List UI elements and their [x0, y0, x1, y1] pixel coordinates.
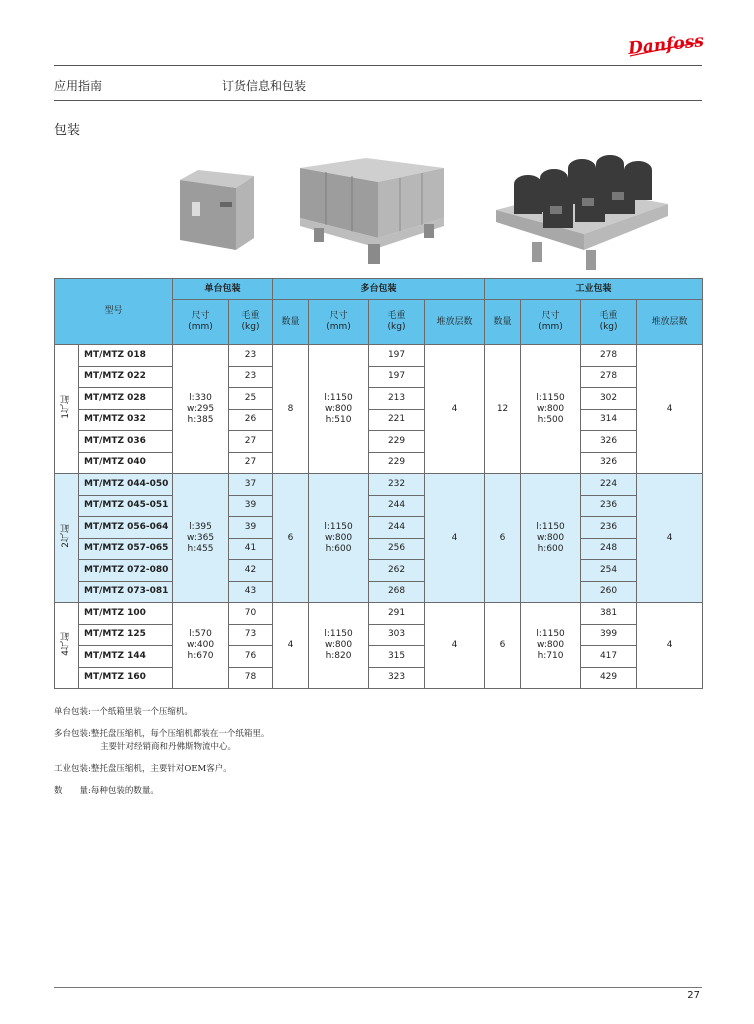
model-cell: MT/MTZ 028	[79, 388, 173, 410]
single-weight-cell: 39	[229, 517, 273, 539]
ind-weight-cell: 326	[581, 431, 637, 453]
model-cell: MT/MTZ 160	[79, 667, 173, 689]
model-cell: MT/MTZ 072-080	[79, 560, 173, 582]
ind-stack-header: 堆放层数	[637, 300, 703, 345]
footnote-line: 数 量:每种包装的数量。	[54, 786, 159, 796]
table-row	[55, 345, 703, 367]
single-size-header: 尺寸 (mm)	[173, 300, 229, 345]
table-row	[55, 538, 703, 560]
table-row	[55, 603, 703, 625]
single-weight-cell: 27	[229, 431, 273, 453]
danfoss-logo	[626, 28, 706, 62]
multi-stack-header: 堆放层数	[425, 300, 485, 345]
table-row	[55, 431, 703, 453]
model-cell: MT/MTZ 022	[79, 366, 173, 388]
ind-stack-cell: 4	[637, 603, 703, 689]
single-weight-cell: 73	[229, 624, 273, 646]
single-weight-cell: 39	[229, 495, 273, 517]
ind-weight-cell: 236	[581, 517, 637, 539]
model-cell: MT/MTZ 056-064	[79, 517, 173, 539]
multi-qty-cell: 6	[273, 474, 309, 603]
footnote-line: 主要针对经销商和丹佛斯物流中心。	[100, 742, 237, 752]
header-rule	[54, 100, 702, 101]
industrial-pack-header: 工业包装	[485, 279, 703, 300]
ind-weight-cell: 429	[581, 667, 637, 689]
multi-stack-cell: 4	[425, 474, 485, 603]
single-weight-cell: 78	[229, 667, 273, 689]
single-weight-cell: 37	[229, 474, 273, 496]
multi-weight-cell: 291	[369, 603, 425, 625]
footnote	[54, 763, 269, 776]
multi-weight-header: 毛重 (kg)	[369, 300, 425, 345]
single-weight-cell: 25	[229, 388, 273, 410]
footnote-line: 工业包装:整托盘压缩机，主要针对OEM客户。	[54, 764, 232, 774]
model-cell: MT/MTZ 125	[79, 624, 173, 646]
multi-qty-header: 数量	[273, 300, 309, 345]
page-number: 27	[687, 990, 700, 1001]
multi-weight-cell: 197	[369, 345, 425, 367]
model-cell: MT/MTZ 040	[79, 452, 173, 474]
table-row	[55, 646, 703, 668]
multi-weight-cell: 213	[369, 388, 425, 410]
ind-weight-cell: 326	[581, 452, 637, 474]
model-cell: MT/MTZ 032	[79, 409, 173, 431]
multi-weight-cell: 262	[369, 560, 425, 582]
model-header: 型号	[55, 279, 173, 345]
table-row	[55, 474, 703, 496]
ind-weight-cell: 248	[581, 538, 637, 560]
ind-size-cell: l:1150 w:800 h:710	[521, 603, 581, 689]
header-right: 订货信息和包装	[222, 79, 307, 93]
header-left: 应用指南	[54, 79, 103, 93]
multi-qty-cell: 4	[273, 603, 309, 689]
single-weight-cell: 41	[229, 538, 273, 560]
ind-qty-header: 数量	[485, 300, 521, 345]
multi-weight-cell: 244	[369, 495, 425, 517]
table-row	[55, 495, 703, 517]
ind-weight-cell: 236	[581, 495, 637, 517]
top-rule	[54, 65, 702, 66]
single-weight-cell: 23	[229, 345, 273, 367]
ind-weight-cell: 260	[581, 581, 637, 603]
ind-weight-cell: 302	[581, 388, 637, 410]
model-cell: MT/MTZ 057-065	[79, 538, 173, 560]
ind-qty-cell: 12	[485, 345, 521, 474]
single-size-cell: l:330 w:295 h:385	[173, 345, 229, 474]
multi-size-cell: l:1150 w:800 h:600	[309, 474, 369, 603]
cylinder-group-label: 4气缸	[55, 603, 79, 689]
packaging-table	[54, 278, 703, 689]
single-weight-cell: 27	[229, 452, 273, 474]
single-weight-cell: 26	[229, 409, 273, 431]
single-size-cell: l:570 w:400 h:670	[173, 603, 229, 689]
footnote-line: 单台包装:一个纸箱里装一个压缩机。	[54, 707, 193, 717]
footnote	[54, 728, 269, 754]
svg-text:Danfoss: Danfoss	[627, 31, 705, 59]
ind-stack-cell: 4	[637, 474, 703, 603]
multi-qty-cell: 8	[273, 345, 309, 474]
ind-weight-cell: 381	[581, 603, 637, 625]
table-row	[55, 624, 703, 646]
ind-weight-header: 毛重 (kg)	[581, 300, 637, 345]
single-weight-cell: 43	[229, 581, 273, 603]
multi-weight-cell: 232	[369, 474, 425, 496]
multi-weight-cell: 268	[369, 581, 425, 603]
single-pack-header: 单台包装	[173, 279, 273, 300]
ind-weight-cell: 278	[581, 366, 637, 388]
multi-weight-cell: 315	[369, 646, 425, 668]
model-cell: MT/MTZ 144	[79, 646, 173, 668]
ind-size-cell: l:1150 w:800 h:600	[521, 474, 581, 603]
footnote	[54, 785, 269, 798]
cylinder-group-label: 1气缸	[55, 345, 79, 474]
single-box-photo	[176, 168, 258, 252]
model-cell: MT/MTZ 045-051	[79, 495, 173, 517]
multi-stack-cell: 4	[425, 603, 485, 689]
model-cell: MT/MTZ 044-050	[79, 474, 173, 496]
single-weight-cell: 42	[229, 560, 273, 582]
multi-stack-cell: 4	[425, 345, 485, 474]
single-weight-header: 毛重 (kg)	[229, 300, 273, 345]
ind-weight-cell: 399	[581, 624, 637, 646]
multi-size-header: 尺寸 (mm)	[309, 300, 369, 345]
ind-size-cell: l:1150 w:800 h:500	[521, 345, 581, 474]
ind-weight-cell: 314	[581, 409, 637, 431]
ind-weight-cell: 278	[581, 345, 637, 367]
multi-pack-header: 多台包装	[273, 279, 485, 300]
ind-size-header: 尺寸 (mm)	[521, 300, 581, 345]
multi-weight-cell: 229	[369, 452, 425, 474]
footnote	[54, 706, 269, 719]
multi-weight-cell: 221	[369, 409, 425, 431]
cylinder-group-label: 2气缸	[55, 474, 79, 603]
table-row	[55, 452, 703, 474]
section-title: 包装	[54, 123, 81, 138]
model-cell: MT/MTZ 100	[79, 603, 173, 625]
industrial-pallet-photo	[492, 150, 672, 272]
multi-weight-cell: 256	[369, 538, 425, 560]
footnotes	[54, 706, 269, 807]
single-weight-cell: 76	[229, 646, 273, 668]
multi-size-cell: l:1150 w:800 h:510	[309, 345, 369, 474]
table-row	[55, 667, 703, 689]
table-row	[55, 581, 703, 603]
footnote-line: 多台包装:整托盘压缩机，每个压缩机都装在一个纸箱里。	[54, 729, 270, 739]
ind-weight-cell: 254	[581, 560, 637, 582]
multi-weight-cell: 244	[369, 517, 425, 539]
single-weight-cell: 70	[229, 603, 273, 625]
footer-rule	[54, 987, 702, 988]
ind-qty-cell: 6	[485, 474, 521, 603]
multi-weight-cell: 303	[369, 624, 425, 646]
multi-weight-cell: 197	[369, 366, 425, 388]
multi-weight-cell: 323	[369, 667, 425, 689]
ind-weight-cell: 224	[581, 474, 637, 496]
table-row	[55, 560, 703, 582]
model-cell: MT/MTZ 036	[79, 431, 173, 453]
single-weight-cell: 23	[229, 366, 273, 388]
table-row	[55, 366, 703, 388]
table-row	[55, 388, 703, 410]
model-cell: MT/MTZ 018	[79, 345, 173, 367]
table-row	[55, 409, 703, 431]
ind-qty-cell: 6	[485, 603, 521, 689]
multi-pallet-photo	[298, 156, 446, 270]
single-size-cell: l:395 w:365 h:455	[173, 474, 229, 603]
table-row	[55, 517, 703, 539]
ind-stack-cell: 4	[637, 345, 703, 474]
model-cell: MT/MTZ 073-081	[79, 581, 173, 603]
multi-size-cell: l:1150 w:800 h:820	[309, 603, 369, 689]
multi-weight-cell: 229	[369, 431, 425, 453]
ind-weight-cell: 417	[581, 646, 637, 668]
